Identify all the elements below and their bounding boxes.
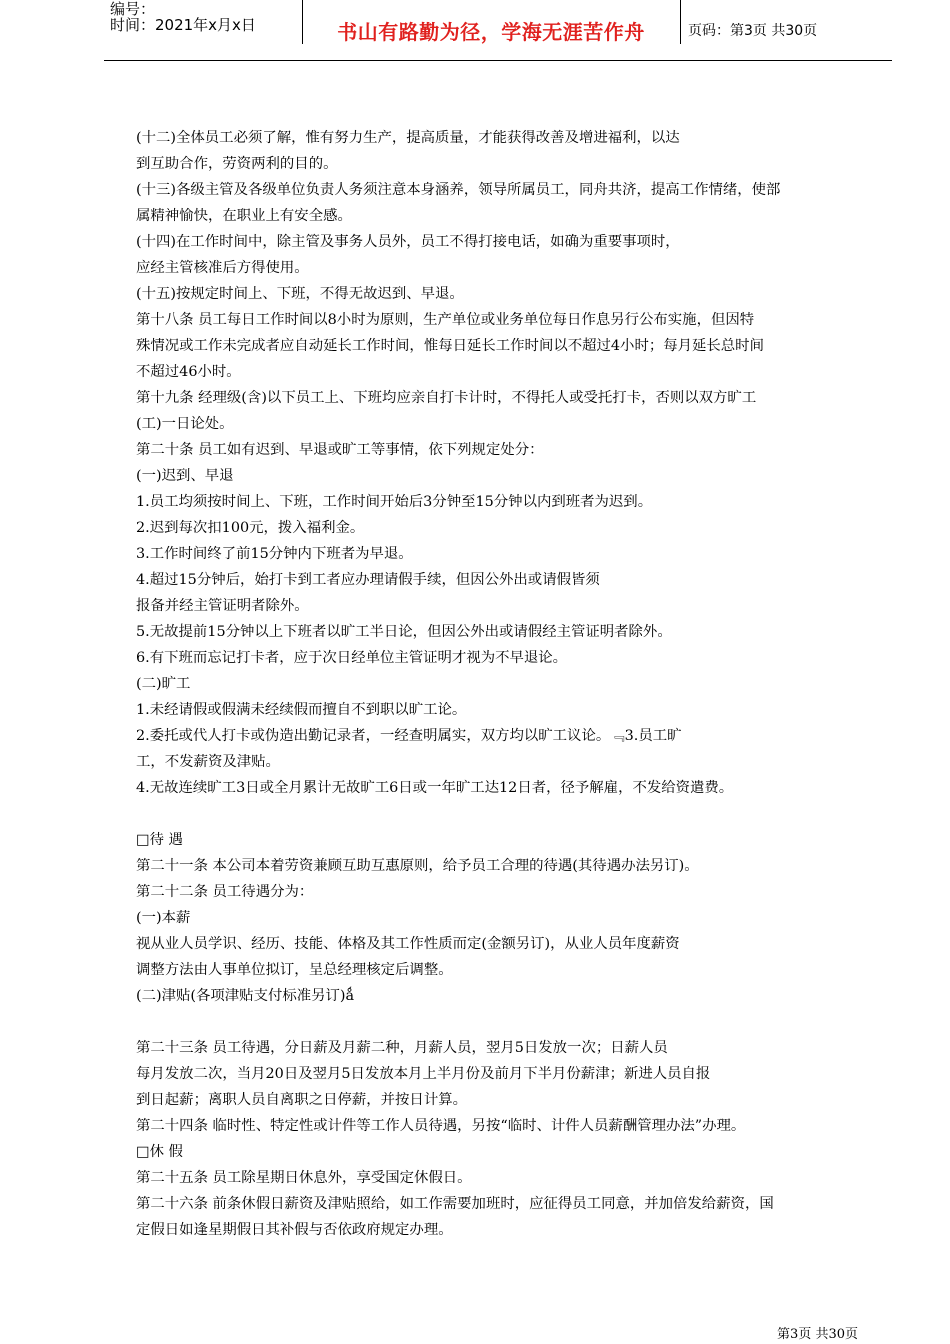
- body-line: 不超过46小时。: [136, 364, 241, 380]
- body-line: 4.无故连续旷工3日或全月累计无故旷工6日或一年旷工达12日者，径予解雇，不发给资遣费。: [136, 780, 734, 796]
- body-line: 第二十六条 前条休假日薪资及津贴照给，如工作需要加班时，应征得员工同意，并加倍发给薪资，国: [136, 1196, 774, 1212]
- body-line: 第二十二条 员工待遇分为：: [136, 884, 314, 900]
- body-line: 2.委托或代人打卡或伪造出勤记录者，一经查明属实，双方均以旷工议论。﹃3.员工旷: [136, 728, 682, 744]
- body-line: (十五)按规定时间上、下班，不得无故迟到、早退。: [136, 286, 464, 302]
- body-line: 第二十三条 员工待遇，分日薪及月薪二种，月薪人员，翌月5日发放一次；日薪人员: [136, 1040, 668, 1056]
- header-page-cell: [680, 0, 892, 44]
- body-line: 2.迟到每次扣100元，拨入福利金。: [136, 520, 365, 536]
- body-line: (十四)在工作时间中，除主管及事务人员外，员工不得打接电话，如确为重要事项时，: [136, 234, 680, 250]
- body-line: 到日起薪；离职人员自离职之日停薪，并按日计算。: [136, 1092, 467, 1108]
- body-line: 视从业人员学识、经历、技能、体格及其工作性质而定(金额另订)，从业人员年度薪资: [136, 936, 680, 952]
- footer-page-number: 第3页 共30页: [777, 1327, 858, 1342]
- header-page-info: 页码：第3页 共30页: [688, 23, 818, 39]
- body-line: (十二)全体员工必须了解，惟有努力生产，提高质量，才能获得改善及增进福利，以达: [136, 130, 680, 146]
- body-line: 第二十五条 员工除星期日休息外，享受国定休假日。: [136, 1170, 472, 1186]
- header-meta-cell: [104, 0, 303, 44]
- blank-line: [136, 1009, 864, 1035]
- body-line: 1.员工均须按时间上、下班，工作时间开始后3分钟至15分钟以内到班者为迟到。: [136, 494, 653, 510]
- serial-number-label: 编号：: [110, 0, 156, 18]
- page-header: [104, 0, 892, 61]
- body-line: 应经主管核准后方得使用。: [136, 260, 309, 276]
- body-line: 第二十一条 本公司本着劳资兼顾互助互惠原则，给予员工合理的待遇(其待遇办法另订)。: [136, 858, 699, 874]
- body-line: 第十八条 员工每日工作时间以8小时为原则，生产单位或业务单位每日作息另行公布实施，但因特: [136, 312, 755, 328]
- body-line: 调整方法由人事单位拟订，呈总经理核定后调整。: [136, 962, 453, 978]
- body-line: 定假日如逢星期假日其补假与否依政府规定办理。: [136, 1222, 453, 1238]
- body-line: 第十九条 经理级(含)以下员工上、下班均应亲自打卡计时，不得托人或受托打卡，否则以双方旷工: [136, 390, 757, 406]
- document-body: [136, 125, 864, 1243]
- body-line: 3.工作时间终了前15分钟内下班者为早退。: [136, 546, 413, 562]
- body-line: 每月发放二次，当月20日及翌月5日发放本月上半月份及前月下半月份薪津；新进人员自报: [136, 1066, 711, 1082]
- body-line: 属精神愉快，在职业上有安全感。: [136, 208, 352, 224]
- section-heading: □待 遇: [136, 832, 183, 848]
- body-line: 报备并经主管证明者除外。: [136, 598, 309, 614]
- body-line: (工)一日论处。: [136, 416, 234, 432]
- body-line: 工，不发薪资及津贴。: [136, 754, 280, 770]
- section-heading: □休 假: [136, 1144, 183, 1160]
- motto-text: 书山有路勤为径，学海无涯苦作舟: [337, 20, 645, 44]
- body-line: 1.未经请假或假满未经续假而擅自不到职以旷工论。: [136, 702, 467, 718]
- body-line: 4.超过15分钟后，始打卡到工者应办理请假手续，但因公外出或请假皆须: [136, 572, 600, 588]
- body-line: 5.无故提前15分钟以上下班者以旷工半日论，但因公外出或请假经主管证明者除外。: [136, 624, 672, 640]
- blank-line: [136, 801, 864, 827]
- date-label: 时间：2021年x月x日: [110, 16, 256, 34]
- body-line: (十三)各级主管及各级单位负责人务须注意本身涵养，领导所属员工，同舟共济，提高工作情绪，使部: [136, 182, 781, 198]
- body-line: 第二十条 员工如有迟到、早退或旷工等事情，依下列规定处分：: [136, 442, 544, 458]
- body-line: 6.有下班而忘记打卡者，应于次日经单位主管证明才视为不早退论。: [136, 650, 568, 666]
- body-line: (一)本薪: [136, 910, 191, 926]
- body-line: (二)旷工: [136, 676, 191, 692]
- header-motto-cell: [302, 0, 681, 44]
- body-line: 殊情况或工作未完成者应自动延长工作时间，惟每日延长工作时间以不超过4小时；每月延长总时间: [136, 338, 764, 354]
- body-line: 到互助合作，劳资两利的目的。: [136, 156, 338, 172]
- body-line: (一)迟到、早退: [136, 468, 234, 484]
- body-line: (二)津贴(各项津贴支付标准另订)ǻ: [136, 988, 355, 1004]
- body-line: 第二十四条 临时性、特定性或计件等工作人员待遇，另按“临时、计件人员薪酬管理办法”办理。: [136, 1118, 746, 1134]
